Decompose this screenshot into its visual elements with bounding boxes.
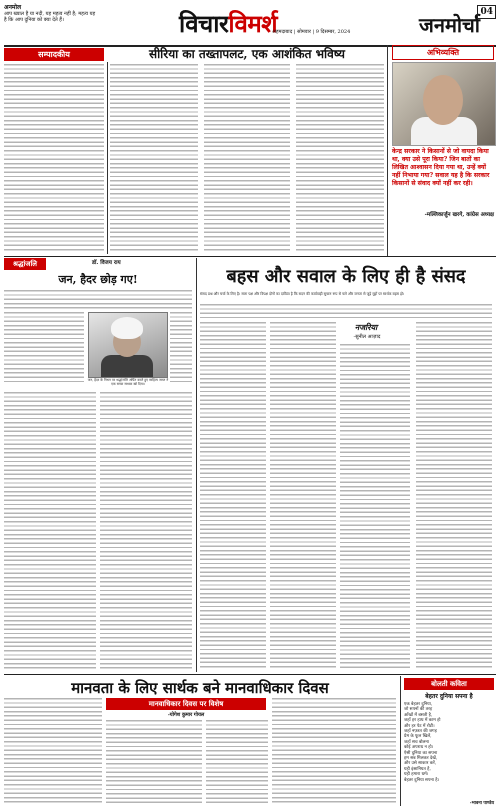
debate-body-col-3 bbox=[340, 344, 410, 670]
anmol-tagline: आप ख्याल है या नदी, यह महत्व नहीं है; महत्व यह है कि आप दुनिया को क्या देते हैं। bbox=[4, 11, 96, 23]
section-name bbox=[179, 7, 277, 40]
debate-body-col-4 bbox=[416, 322, 492, 670]
poem-line: एक बेहतर दुनिया, bbox=[404, 702, 433, 707]
editorial-body-col-1 bbox=[4, 64, 104, 252]
edition-meta: अहमदाबाद | सोमवार | 9 दिसम्बर, 2024 bbox=[272, 29, 351, 35]
debate-lead: संसद प्रश्न और चर्चा के लिए है। सत्ता पक्ष और विपक्ष दोनों का दायित्व है कि सदन की कार्यवाही सुचारु रूप से चले और जनता से जुड़े मुद्दों पर सार्थक बहस हो। bbox=[200, 292, 405, 296]
poem-line: ऐसी दुनिया का सपना bbox=[404, 750, 438, 756]
poem-line: यही हमारा धर्म। bbox=[404, 772, 429, 778]
photo-caption: जन, हैदर के निधन पर श्रद्धांजलि अर्पित करते हुए साहित्य जगत ने एक सच्चा साधक खो दिया। bbox=[87, 378, 169, 387]
human-rights-author: -योगेश कुमार गोयल bbox=[167, 712, 205, 718]
poem-line: आँखों में बसती है, bbox=[404, 712, 433, 718]
tribute-author: डॉ. विजय राय bbox=[92, 260, 121, 266]
human-rights-col-1 bbox=[4, 698, 102, 804]
section-divider bbox=[4, 674, 496, 675]
masthead-anmol-box bbox=[4, 5, 96, 23]
poem-line: और उसे साकार करें, bbox=[404, 761, 437, 767]
writer-portrait bbox=[88, 312, 168, 378]
column-divider bbox=[400, 676, 401, 806]
column-divider bbox=[196, 258, 197, 672]
tribute-body-left bbox=[4, 312, 84, 382]
human-rights-sub-label: मानवाधिकार दिवस पर विशेष bbox=[106, 698, 266, 710]
opinion-quote-author: -मल्लिकार्जुन खरगे, कांग्रेस अध्यक्ष bbox=[424, 212, 494, 218]
poem-line: हम सब मिलकर देखें, bbox=[404, 756, 438, 762]
masthead bbox=[4, 3, 496, 47]
human-rights-col-3 bbox=[206, 720, 268, 804]
tribute-intro bbox=[4, 290, 192, 310]
poem-line: कोई अपराध न हो। bbox=[404, 745, 434, 751]
editorial-body-col-4 bbox=[296, 64, 384, 252]
poem-line: बेहतर दुनिया सपना है। bbox=[404, 777, 440, 783]
opinion-quote: केन्द्र सरकार ने किसानों से जो वायदा किया था, क्या उसे पूरा किया? जिन बातों का लिखित आश्वासन दिया गया था, उन्हें क्यों नहीं निभाया गया? सवाल यह है कि सरकार किसानों से संवाद क्यों नहीं कर रही। bbox=[392, 148, 490, 187]
portrait-face bbox=[423, 75, 463, 125]
debate-lead-cont bbox=[200, 304, 492, 318]
editorial-body-col-3 bbox=[204, 64, 290, 252]
poem-section-label: बोलती कविता bbox=[404, 678, 494, 690]
editorial-body-col-2 bbox=[110, 64, 198, 252]
debate-body-col-2 bbox=[270, 322, 336, 670]
poem-line: जो सपनों की तरह bbox=[404, 707, 433, 713]
tribute-body-right bbox=[170, 312, 192, 382]
anmol-label: अनमोल bbox=[4, 4, 22, 11]
debate-body-col-1 bbox=[200, 322, 266, 670]
debate-column-label: नजरिया bbox=[354, 322, 378, 332]
editorial-section-label: सम्पादकीय bbox=[4, 48, 104, 61]
portrait-body bbox=[101, 355, 153, 377]
tribute-section-label: श्रद्धांजलि bbox=[4, 258, 46, 270]
poem-author: -भावना पाण्डेय bbox=[469, 801, 494, 806]
poem-line: प्रेम के फूल खिलें, bbox=[404, 734, 432, 740]
poem-lines bbox=[404, 702, 494, 783]
debate-author: -सुनील आज़ाद bbox=[353, 334, 381, 340]
poem-line: जहाँ नफ़रत की जगह bbox=[404, 729, 437, 735]
human-rights-col-2 bbox=[106, 720, 202, 804]
tribute-headline: जन, हैदर छोड़ गए! bbox=[58, 273, 138, 286]
portrait-hair bbox=[111, 317, 143, 339]
section-name-red: विमर्श bbox=[228, 9, 278, 38]
section-name-black: विचार bbox=[179, 9, 229, 38]
poem-title: बेहतर दुनिया सपना है bbox=[425, 693, 473, 700]
tribute-body-col-2 bbox=[100, 392, 192, 670]
poem-line: और हर पेट में रोटी। bbox=[404, 723, 435, 729]
editorial-headline: सीरिया का तख्तापलट, एक आशंकित भविष्य bbox=[148, 47, 346, 61]
portrait-photo bbox=[392, 62, 496, 146]
section-divider bbox=[4, 256, 496, 257]
paper-name: जनमोर्चा bbox=[419, 13, 480, 37]
page-number: 04 bbox=[477, 5, 496, 19]
poem-line: जहाँ हर हाथ में काम हो bbox=[404, 718, 441, 724]
human-rights-col-4 bbox=[272, 698, 396, 804]
debate-headline: बहस और सवाल के लिए ही है संसद bbox=[226, 266, 466, 287]
column-divider bbox=[387, 45, 388, 257]
column-divider bbox=[107, 62, 108, 254]
tribute-body-col-1 bbox=[4, 392, 96, 670]
human-rights-headline: मानवता के लिए सार्थक बने मानवाधिकार दिवस bbox=[71, 679, 329, 697]
poem-line: जहाँ सच बोलना bbox=[404, 739, 429, 745]
poem-line: यही इंसानियत है, bbox=[404, 766, 431, 772]
opinion-section-label: अभिव्यक्ति bbox=[392, 45, 494, 60]
